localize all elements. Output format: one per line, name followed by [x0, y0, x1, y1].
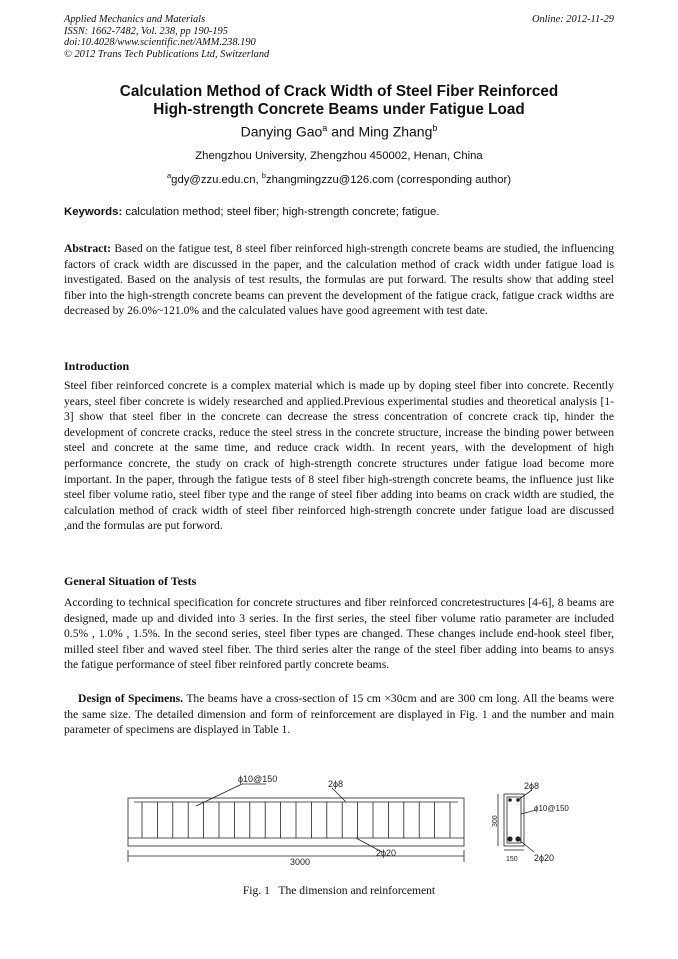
section-stirrup-label: ϕ10@150 — [534, 804, 569, 813]
author-1-affil-mark: a — [322, 123, 328, 133]
email-b-mark: b — [261, 171, 266, 180]
section-bottom-bar-left — [508, 837, 512, 841]
paper-title-line-2: High-strength Concrete Beams under Fatigue Load — [153, 101, 525, 118]
journal-copyright: © 2012 Trans Tech Publications Ltd, Switzerland — [64, 48, 270, 60]
stirrup-label: ϕ10@150 — [238, 774, 278, 784]
affiliation: Zhengzhou University, Zhengzhou 450002, Henan, China — [195, 150, 483, 162]
keywords-text: calculation method; steel fiber; high-strength concrete; fatigue. — [122, 206, 440, 218]
authors-and: and — [327, 123, 359, 140]
bottom-bar-label: 2ϕ20 — [376, 848, 397, 858]
section-top-bar-left — [509, 799, 512, 802]
stirrups — [142, 802, 450, 838]
journal-doi[interactable]: doi:10.4028/www.scientific.net/AMM.238.190 — [64, 37, 256, 48]
online-date: Online: 2012-11-29 — [531, 14, 614, 25]
section-width-label: 150 — [506, 856, 518, 863]
top-bar-leader — [332, 788, 346, 802]
section-top-label: 2ϕ8 — [524, 781, 540, 791]
introduction-text: Steel fiber reinforced concrete is a complex material which is made up by doping steel fiber into concrete. Recently years, steel fiber concrete is widely researched and applied.Previous experimental studies and theoretical analysis [1-3] show that steel fiber in the concrete can decrease the stress concentration of concrete crack tip, hinder the development of concrete cracks, reduce the steel stress in the concrete structure, increase the binding power between steel and concrete at the same time, and reduce crack width. In recent years, with the development of high performance concrete, the study on crack of high-strength concrete structures under fatigue load become more important. In the paper, through the fatigue tests of 8 steel fiber high-strength concrete beams, the influence just like steel fiber volume ratio, steel fiber type and the range of steel fiber adding into beams on crack width are studied, the calculation method of crack width of steel fiber reinforced high-strength concrete under fatigue load are discussed ,and the formulas are put forword. — [64, 379, 614, 533]
keywords-label: Keywords: — [64, 206, 123, 218]
section-heading-introduction: Introduction — [64, 359, 130, 373]
email-a-mark: a — [166, 171, 172, 180]
author-emails — [60, 171, 618, 186]
journal-issn: ISSN: 1662-7482, Vol. 238, pp 190-195 — [64, 25, 228, 37]
abstract-text: Based on the fatigue test, 8 steel fiber reinforced high-strength concrete beams are studied, the influencing factors of crack width are discussed in the paper, and the calculation method of crack width under fatigue load is investigated. Based on the analysis of test results, the formulas are put forward. The results show that adding steel fiber into the high-strength concrete beams can prevent the development of the fatigue crack, fatigue crack widths are decreased by 26.0%~121.0% and the calculated values have good agreement with test date. — [64, 242, 614, 318]
authors — [60, 123, 618, 140]
beam-cross-section — [498, 790, 536, 852]
figure-beam-reinforcement — [120, 770, 580, 870]
abstract — [64, 241, 614, 319]
section-heading-general: General Situation of Tests — [64, 574, 197, 588]
section-height-label: 300 — [492, 815, 499, 827]
author-2-affil-mark: b — [432, 123, 438, 133]
email-a[interactable]: gdy@zzu.edu.cn, — [171, 173, 262, 186]
section-top-leader — [518, 790, 532, 800]
keywords — [64, 206, 616, 218]
section-bottom-label: 2ϕ20 — [534, 853, 555, 863]
length-label: 3000 — [290, 857, 311, 867]
journal-name: Applied Mechanics and Materials — [64, 14, 206, 25]
paper-title-line-1: Calculation Method of Crack Width of Steel Fiber Reinforced — [119, 83, 559, 100]
top-bar-label: 2ϕ8 — [328, 779, 344, 789]
general-text: According to technical specification for concrete structures and fiber reinforced concretestructures [4-6], 8 beams are designed, made up and divided into 3 series. In the first series, the steel fiber volume ratio parameter are included 0.5% , 1.0% , 1.5%. In the second series, steel fiber types are changed. These changes include end-hook steel fiber, milled steel fiber and waved steel fiber. The third series alter the range of the steel fiber adding into beams to ansys the fatigue performance of steel fiber reinfored partly concrete beams. — [64, 596, 614, 672]
author-1: Danying Gao — [240, 123, 323, 140]
design-of-specimens — [64, 691, 614, 738]
figure-caption: Fig. 1 The dimension and reinforcement — [242, 884, 436, 897]
section-stirrup — [507, 797, 521, 843]
design-label: Design of Specimens. — [78, 692, 184, 705]
journal-meta — [64, 14, 269, 60]
author-2: Ming Zhang — [358, 123, 433, 140]
email-b[interactable]: zhangmingzzu@126.com (corresponding author) — [265, 173, 512, 186]
design-text: The beams have a cross-section of 15 cm ×30cm and are 300 cm long. All the beams were the same size. The detailed dimension and form of reinforcement are displayed in Fig. 1 and the number and main parameter of specimens are displayed in Table 1. — [64, 692, 614, 737]
abstract-label: Abstract: — [64, 242, 112, 255]
beam-elevation — [128, 784, 464, 862]
